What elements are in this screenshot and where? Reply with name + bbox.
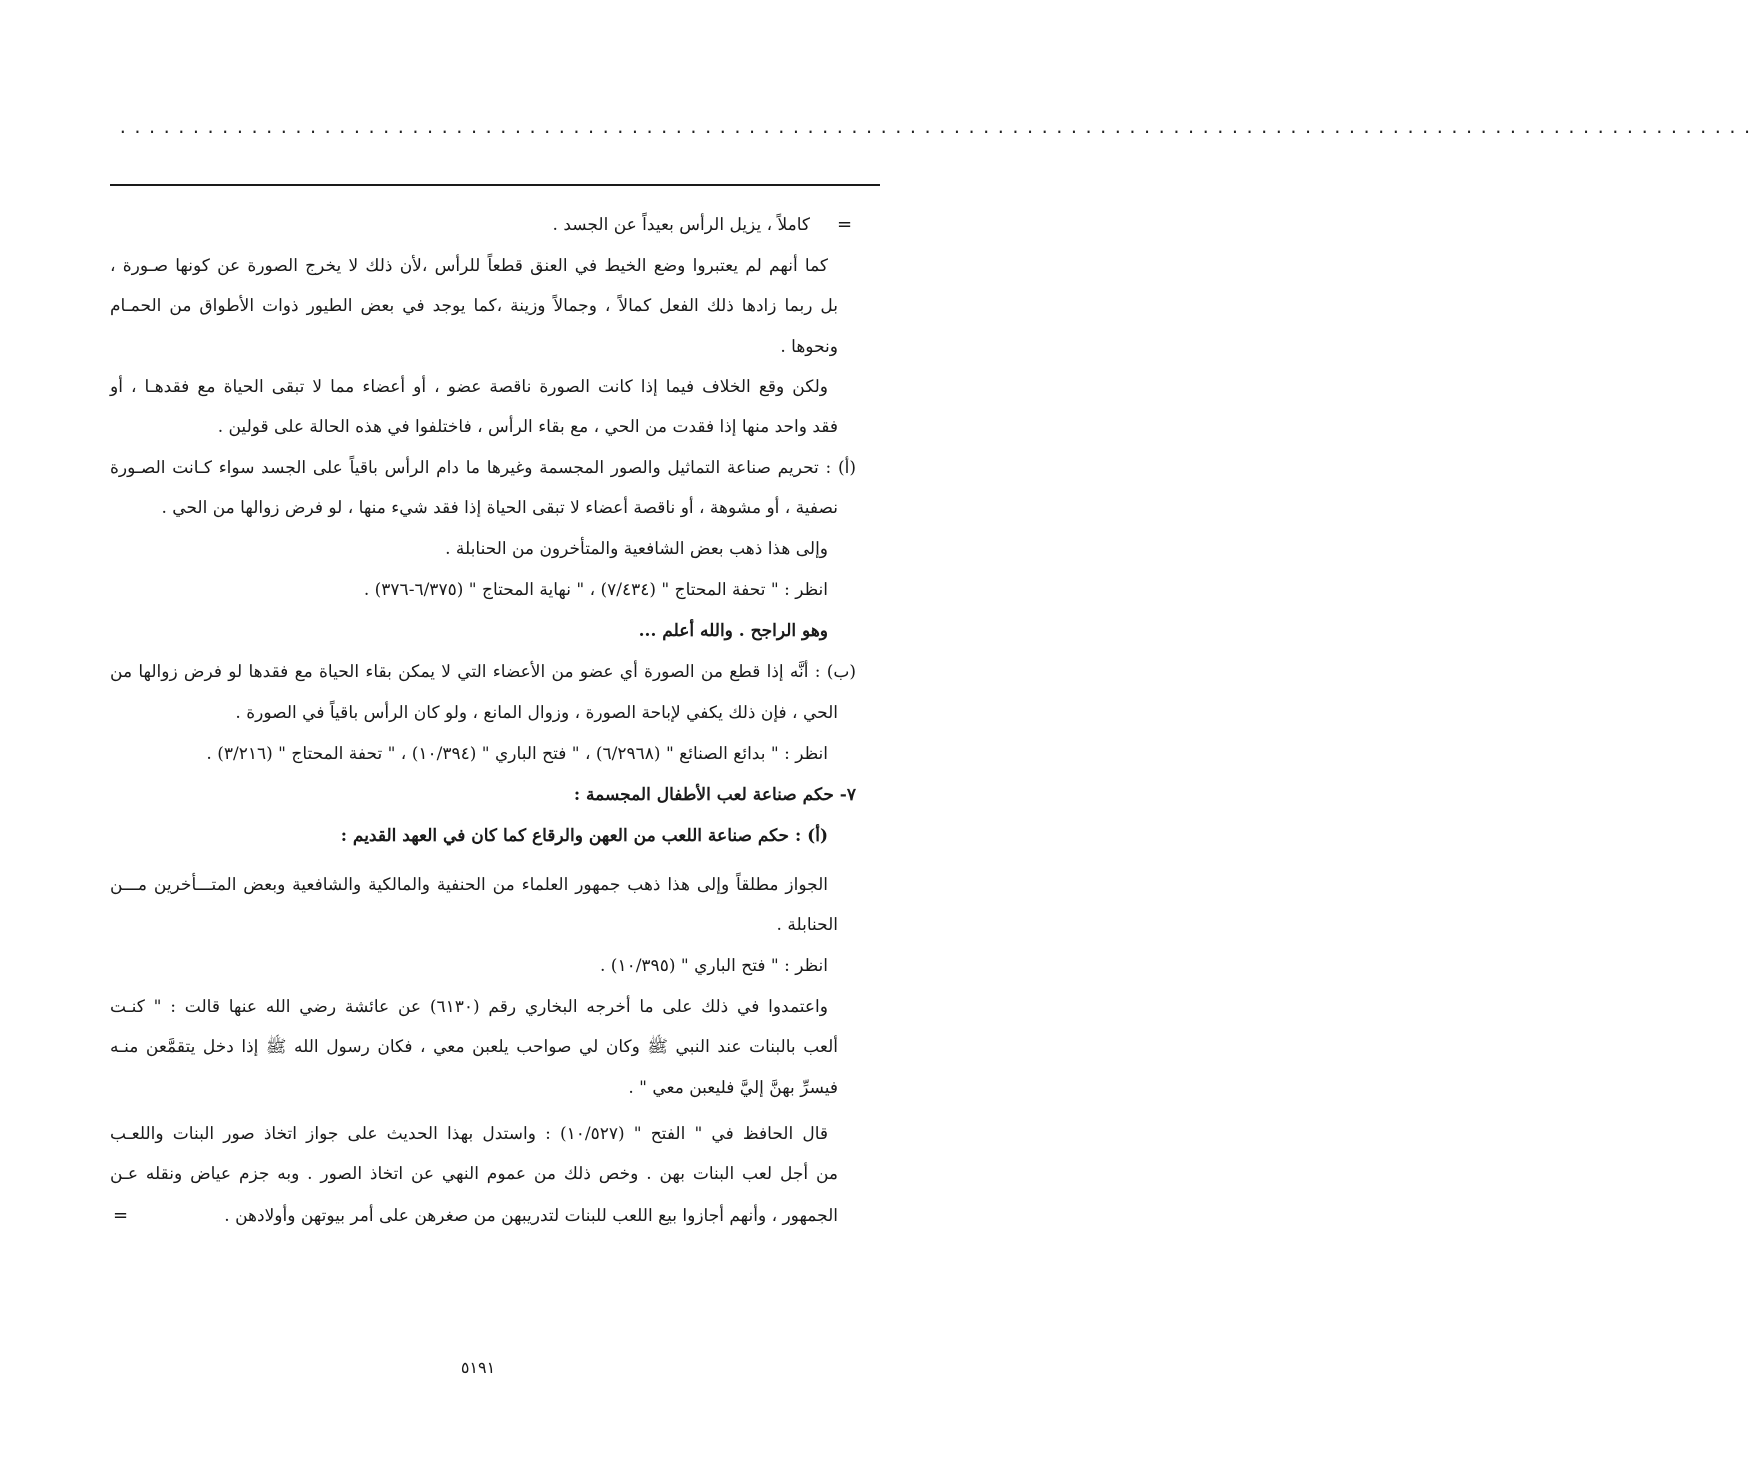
text-line-5: ولكن وقع الخلاف فيما إذا كانت الصورة ناقصة عضو ، أو أعضاء مما لا تبقى الحياة مع فقدهـا ، أو <box>110 377 828 397</box>
text-line-19: الجمهور ، وأنهم أجازوا بيع اللعب للبنات لتدريبهن من صغرهن على أمر بيوتهن وأولادهن . <box>224 1206 838 1226</box>
text-line-6: فقد واحد منها إذا فقدت من الحي ، مع بقاء الرأس ، فاختلفوا في هذه الحالة على قولين . <box>217 417 838 437</box>
text-line-4: ونحوها . <box>780 337 838 357</box>
text-line-7: (أ) : تحريم صناعة التماثيل والصور المجسمة وغيرها ما دام الرأس باقياً على الجسد سواء كـانت الصـورة <box>110 458 856 478</box>
text-line-16: فيسرِّ بهنَّ إليَّ فليعبن معي " . <box>628 1078 838 1098</box>
text-line-11: الحي ، فإن ذلك يكفي لإباحة الصورة ، وزوال المانع ، ولو كان الرأس باقياً في الصورة . <box>235 703 838 723</box>
continued-from-mark: = <box>837 214 853 235</box>
text-line-3: بل ربما زادها ذلك الفعل كمالاً ، وجمالاً وزينة ،كما يوجد في بعض الطيور ذوات الأطواق من الحمـام <box>110 296 838 316</box>
dotted-separator: ................................................................................................................ <box>118 118 1757 137</box>
text-line-10: (ب) : أنَّه إذا قطع من الصورة أي عضو من الأعضاء التي لا يمكن بقاء الحياة مع فقدها لو فرض زوالها من <box>110 662 856 682</box>
citation-line-2: انظر : " بدائع الصنائع " (٦/٢٩٦٨) ، " فتح الباري " (١٠/٣٩٤) ، " تحفة المحتاج " (٣/٢١٦) . <box>206 744 828 764</box>
text-line-9: وإلى هذا ذهب بعض الشافعية والمتأخرون من الحنابلة . <box>445 539 828 559</box>
section-heading-7: ٧- حكم صناعة لعب الأطفال المجسمة : <box>573 785 856 805</box>
text-line-17: قال الحافظ في " الفتح " (١٠/٥٢٧) : واستدل بهذا الحديث على جواز اتخاذ صور البنات واللعـب <box>110 1124 828 1144</box>
subheading-a: (أ) : حكم صناعة اللعب من العهن والرقاع كما كان في العهد القديم : <box>340 826 828 846</box>
preferred-opinion-line: وهو الراجح . والله أعلم ... <box>638 621 828 641</box>
footnote-rule <box>110 184 880 186</box>
text-line-2: كما أنهم لم يعتبروا وضع الخيط في العنق قطعاً للرأس ،لأن ذلك لا يخرج الصورة عن كونها صـورة ، <box>110 256 828 276</box>
page-number: ٥١٩١ <box>460 1358 496 1377</box>
continued-to-mark: = <box>113 1205 129 1226</box>
text-line-18: من أجل لعب البنات بهن . وخص ذلك من عموم النهي عن اتخاذ الصور . وبه جزم عياض ونقله عـن <box>110 1164 838 1184</box>
text-line-8: نصفية ، أو مشوهة ، أو ناقصة أعضاء لا تبقى الحياة إذا فقد شيء منها ، لو فرض زوالها من الحي . <box>161 498 838 518</box>
text-line-14: واعتمدوا في ذلك على ما أخرجه البخاري رقم (٦١٣٠) عن عائشة رضي الله عنها قالت : " كنـت <box>110 997 828 1017</box>
citation-line-3: انظر : " فتح الباري " (١٠/٣٩٥) . <box>599 956 828 976</box>
text-line-13: الحنابلة . <box>776 915 838 935</box>
text-line-1: كاملاً ، يزيل الرأس بعيداً عن الجسد . <box>552 215 810 235</box>
citation-line-1: انظر : " تحفة المحتاج " (٧/٤٣٤) ، " نهاية المحتاج " (٦/٣٧٥-٣٧٦) . <box>363 580 828 600</box>
text-line-12: الجواز مطلقاً وإلى هذا ذهب جمهور العلماء من الحنفية والمالكية والشافعية وبعض المتـــأخرين مـــن <box>110 875 828 895</box>
text-line-15: ألعب بالبنات عند النبي ﷺ وكان لي صواحب يلعبن معي ، فكان رسول الله ﷺ إذا دخل يتقمَّعن منـه <box>110 1037 838 1057</box>
